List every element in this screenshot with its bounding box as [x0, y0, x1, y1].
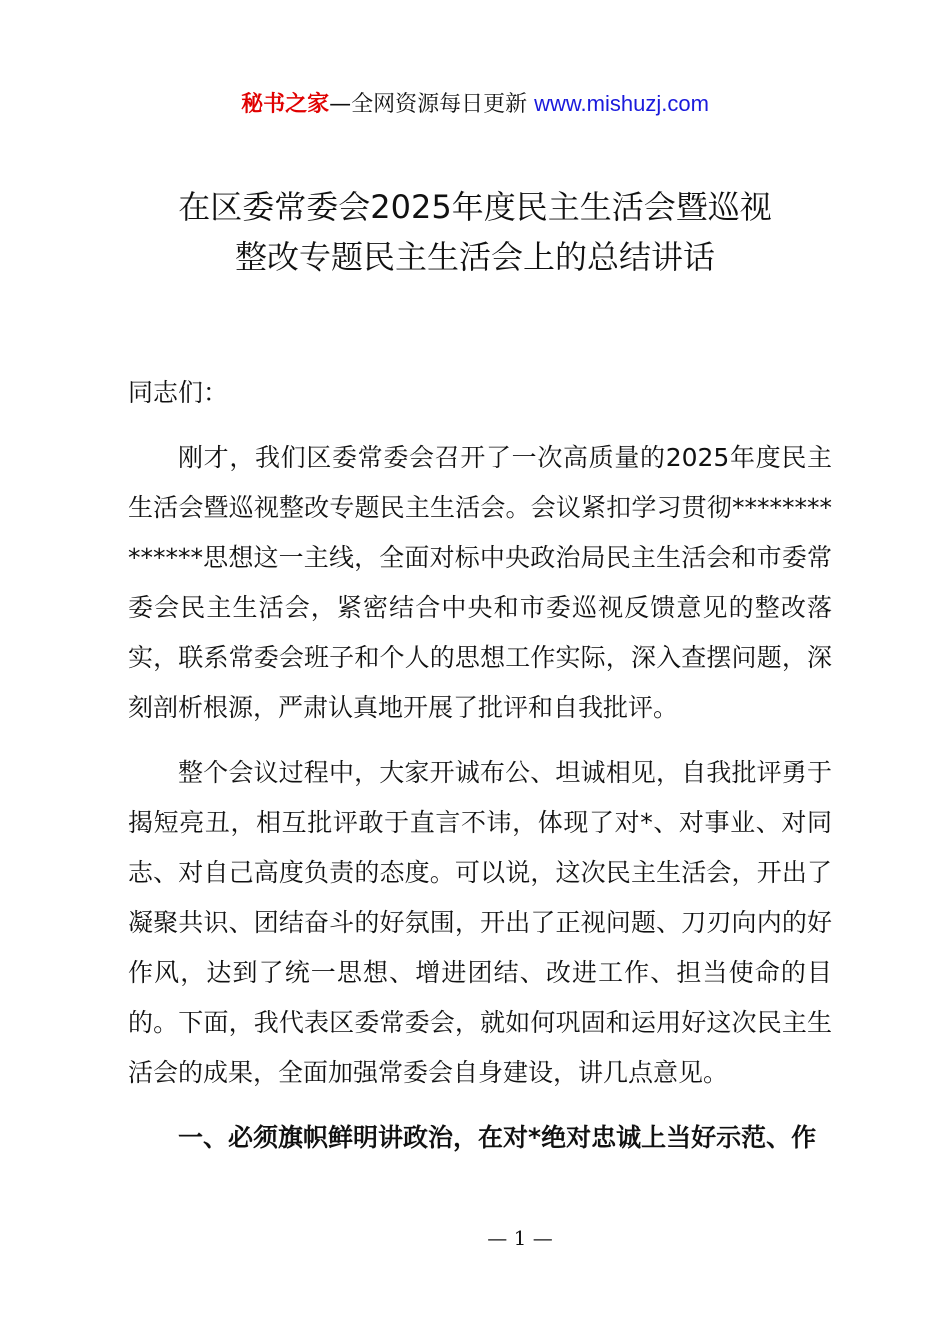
document-title [100, 182, 850, 282]
brand-name: 秘书之家 [241, 92, 330, 117]
site-url-link[interactable]: www.mishuzj.com [534, 91, 709, 116]
title-line-1: 在区委常委会2025年度民主生活会暨巡视 [178, 188, 772, 226]
page-number: — 1 — [487, 1226, 553, 1250]
paragraph: 刚才，我们区委常委会召开了一次高质量的2025年度民主生活会暨巡视整改专题民主生活会。会议紧扣学习贯彻**************思想这一主线，全面对标中央政治局民主生活会和市委常委会民主生活会，紧密结合中央和市委巡视反馈意见的整改落实，联系常委会班子和个人的思想工作实际，深入查摆问题，深刻剖析根源，严肃认真地开展了批评和自我批评。 [128, 443, 832, 722]
paragraph: 整个会议过程中，大家开诚布公、坦诚相见，自我批评勇于揭短亮丑，相互批评敢于直言不讳，体现了对*、对事业、对同志、对自己高度负责的态度。可以说，这次民主生活会，开出了凝聚共识、团结奋斗的好氛围，开出了正视问题、刀刃向内的好作风，达到了统一思想、增进团结、改进工作、担当使命的目的。下面，我代表区委常委会，就如何巩固和运用好这次民主生活会的成果，全面加强常委会自身建设，讲几点意见。 [128, 758, 832, 1087]
title-line-2: 整改专题民主生活会上的总结讲话 [234, 238, 715, 276]
section-heading: 一、必须旗帜鲜明讲政治，在对*绝对忠诚上当好示范、作 [178, 1123, 817, 1152]
header-tagline: —全网资源每日更新 [329, 92, 535, 117]
document-body [128, 368, 832, 1163]
site-header [0, 86, 950, 123]
greeting: 同志们： [128, 378, 229, 407]
